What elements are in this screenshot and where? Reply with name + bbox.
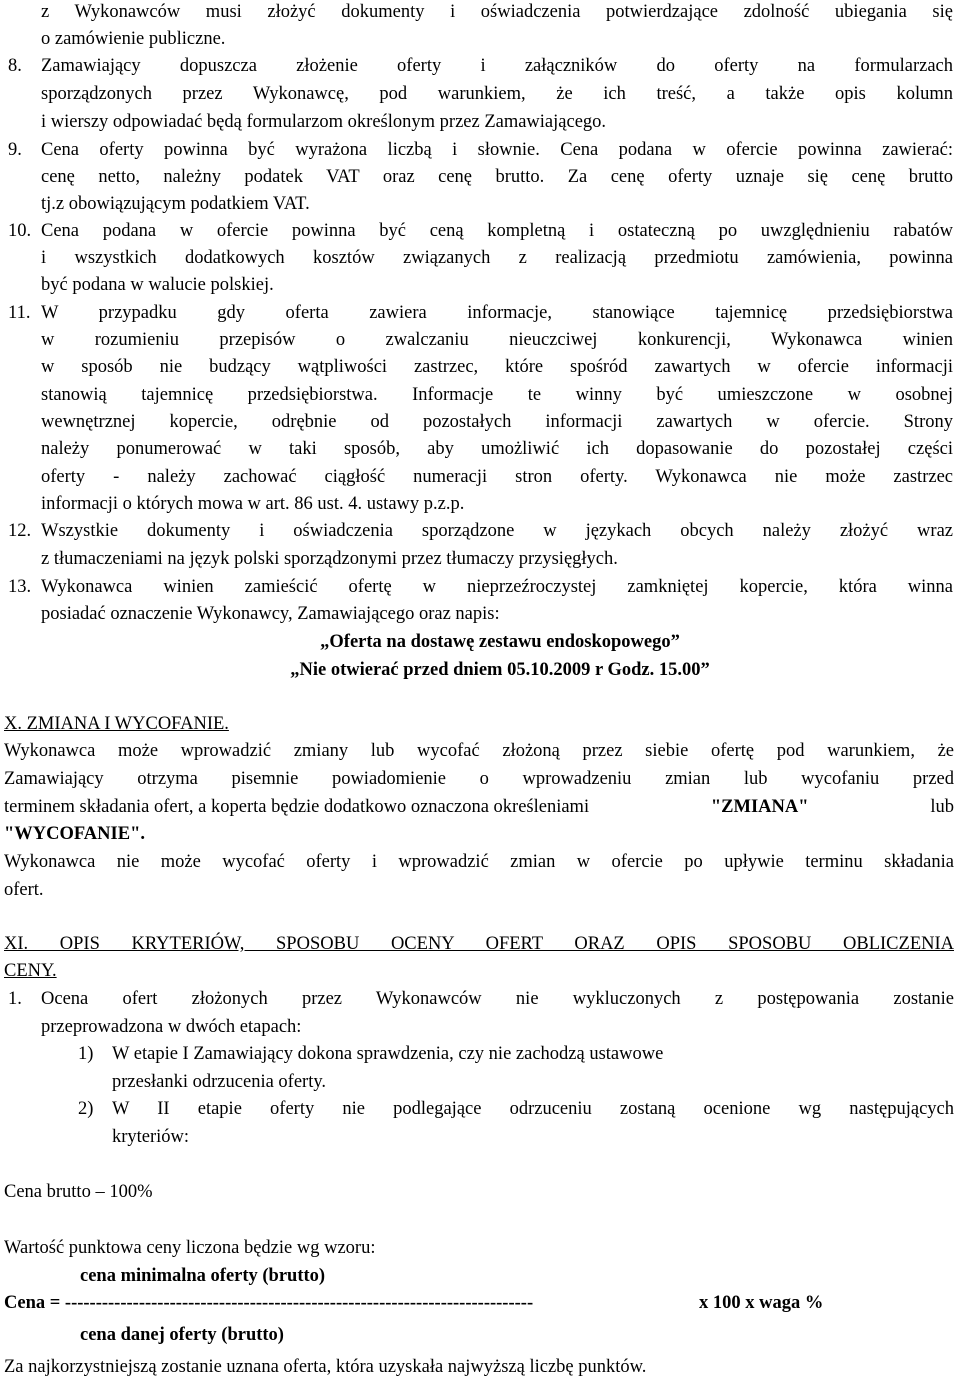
section-heading: X. ZMIANA I WYCOFANIE. xyxy=(4,714,229,734)
formula-lead: Cena = ---------------------------------------------------------------------------- xyxy=(4,1293,534,1313)
text-line: w sposób nie budzący wątpliwości zastrzec, które spośród zawartych w ofercie informacji xyxy=(41,357,953,377)
text-line: Cena oferty powinna być wyrażona liczbą i słownie. Cena podana w ofercie powinna zawierać: xyxy=(41,140,953,160)
text-line xyxy=(4,796,954,818)
text-line: W przypadku gdy oferta zawiera informacje, stanowiące tajemnicę przedsiębiorstwa xyxy=(41,303,953,323)
keyword-zmiana: "ZMIANA" xyxy=(710,797,809,817)
formula-numerator: cena minimalna oferty (brutto) xyxy=(80,1266,326,1286)
text-line: Zamawiający otrzyma pisemnie powiadomienie o wprowadzeniu zmian lub wycofaniu przed xyxy=(4,769,954,789)
text-line: należy ponumerować w taki sposób, aby umożliwić ich dopasowanie do pozostałej części xyxy=(41,439,953,459)
criterion-line: Cena brutto – 100% xyxy=(4,1182,153,1202)
text-line: przesłanki odrzucenia oferty. xyxy=(112,1072,327,1092)
text-line: Wykonawca może wprowadzić zmiany lub wycofać złożoną przez siebie ofertę pod warunkiem, że xyxy=(4,741,954,761)
text-line: w rozumieniu przepisów o zwalczaniu nieuczciwej konkurencji, Wykonawca winien xyxy=(41,330,953,350)
text-line: z Wykonawców musi złożyć dokumenty i oświadczenia potwierdzające zdolność ubiegania się xyxy=(41,2,953,22)
text-line: o zamówienie publiczne. xyxy=(41,29,226,49)
item-number: 11. xyxy=(8,303,31,323)
text-line: Zamawiający dopuszcza złożenie oferty i załączników do oferty na formularzach xyxy=(41,56,953,76)
keyword-wycofanie: "WYCOFANIE". xyxy=(4,824,145,844)
text-line: stanowią tajemnicę przedsiębiorstwa. Informacje te winny być umieszczone w osobnej xyxy=(41,385,953,405)
text-line: Cena podana w ofercie powinna być ceną kompletną i ostateczną po uwzględnieniu rabatów xyxy=(41,221,953,241)
item-number: 1. xyxy=(8,989,22,1009)
subitem-number: 2) xyxy=(78,1099,94,1119)
text-line: ofert. xyxy=(4,880,44,900)
text-line: Wszystkie dokumenty i oświadczenia sporządzone w językach obcych należy złożyć wraz xyxy=(41,521,953,541)
text-line: Wykonawca nie może wycofać oferty i wprowadzić zmian w ofercie po upływie terminu składania xyxy=(4,852,954,872)
section-heading: CENY. xyxy=(4,961,57,981)
formula-denominator: cena danej oferty (brutto) xyxy=(80,1325,284,1345)
text-line: z tłumaczeniami na język polski sporządzonymi przez tłumaczy przysięgłych. xyxy=(41,549,618,569)
text-line: kryteriów: xyxy=(112,1127,190,1147)
formula-line xyxy=(4,1292,884,1314)
item-number: 10. xyxy=(8,221,32,241)
text-line: posiadać oznaczenie Wykonawcy, Zamawiającego oraz napis: xyxy=(41,604,500,624)
text-line: Wykonawca winien zamieścić ofertę w nieprzeźroczystej zamkniętej kopercie, która winna xyxy=(41,577,953,597)
text-line: oferty - należy zachować ciągłość numeracji stron oferty. Wykonawca nie może zastrzec xyxy=(41,467,953,487)
conclusion-line: Za najkorzystniejszą zostanie uznana oferta, która uzyskała najwyższą liczbę punktów. xyxy=(4,1357,647,1377)
text-segment: terminem składania ofert, a koperta będzie dodatkowo oznaczona określeniami xyxy=(4,797,590,817)
text-line: być podana w walucie polskiej. xyxy=(41,275,274,295)
envelope-label-title: „Oferta na dostawę zestawu endoskopowego” xyxy=(320,632,680,652)
text-line: wewnętrznej kopercie, odrębnie od pozostałych informacji zawartych w ofercie. Strony xyxy=(41,412,953,432)
text-line: tj.z obowiązującym podatkiem VAT. xyxy=(41,194,310,214)
item-number: 8. xyxy=(8,56,22,76)
text-line: cenę netto, należny podatek VAT oraz cenę brutto. Za cenę oferty uznaje się cenę brutto xyxy=(41,167,953,187)
text-line: W etapie I Zamawiający dokona sprawdzenia, czy nie zachodzą ustawowe xyxy=(112,1044,664,1064)
text-line: i wszystkich dodatkowych kosztów związanych z realizacją przedmiotu zamówienia, powinna xyxy=(41,248,953,268)
formula-intro: Wartość punktowa ceny liczona będzie wg wzoru: xyxy=(4,1238,376,1258)
section-heading: XI. OPIS KRYTERIÓW, SPOSOBU OCENY OFERT ORAZ OPIS SPOSOBU OBLICZENIA xyxy=(4,934,954,954)
item-number: 12. xyxy=(8,521,32,541)
text-line: informacji o których mowa w art. 86 ust. 4. ustawy p.z.p. xyxy=(41,494,465,514)
formula-tail: x 100 x waga % xyxy=(699,1293,824,1313)
text-line: przeprowadzona w dwóch etapach: xyxy=(41,1017,302,1037)
item-number: 9. xyxy=(8,140,22,160)
text-line: Ocena ofert złożonych przez Wykonawców nie wykluczonych z postępowania zostanie xyxy=(41,989,954,1009)
text-line: sporządzonych przez Wykonawcę, pod warunkiem, że ich treść, a także opis kolumn xyxy=(41,84,953,104)
text-line: W II etapie oferty nie podlegające odrzuceniu zostaną ocenione wg następujących xyxy=(112,1099,954,1119)
item-number: 13. xyxy=(8,577,32,597)
text-line: i wierszy odpowiadać będą formularzom określonym przez Zamawiającego. xyxy=(41,112,607,132)
envelope-label-date: „Nie otwierać przed dniem 05.10.2009 r Godz. 15.00” xyxy=(290,660,710,680)
subitem-number: 1) xyxy=(78,1044,94,1064)
text-segment: lub xyxy=(930,797,954,817)
